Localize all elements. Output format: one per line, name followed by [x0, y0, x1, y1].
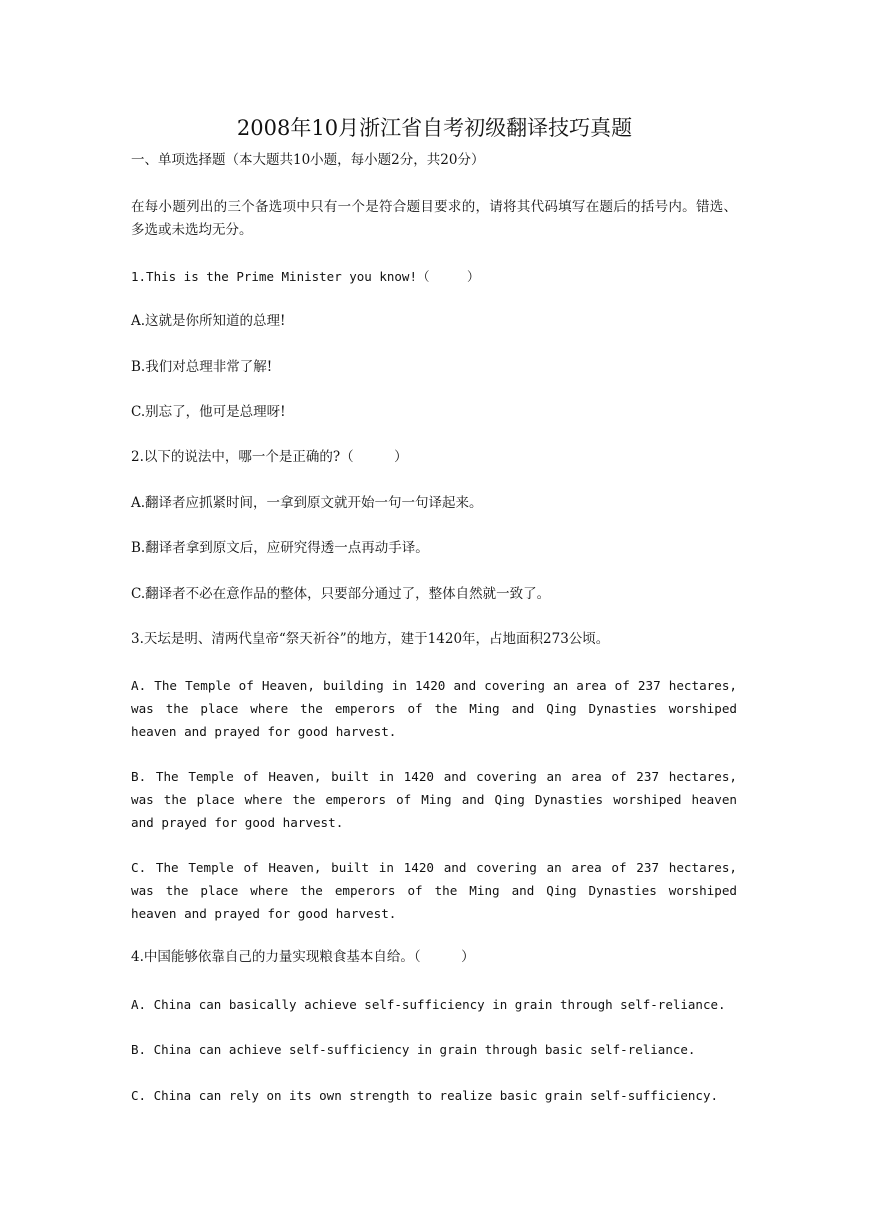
section-heading: 一、单项选择题（本大题共10小题，每小题2分，共20分）	[131, 152, 485, 168]
question-1-option-a: A.这就是你所知道的总理!	[131, 313, 286, 329]
question-3-stem: 3.天坛是明、清两代皇帝“祭天祈谷”的地方，建于1420年，占地面积273公顷。	[131, 631, 610, 647]
question-1-option-c: C.别忘了，他可是总理呀!	[131, 404, 286, 420]
question-1-option-b: B.我们对总理非常了解!	[131, 359, 273, 375]
question-3-option-a: A. The Temple of Heaven, building in 1420 and covering an area of 237 hectares, was the place where the emperors of the Ming and Qing Dynasties worshiped heaven and prayed for good harvest.	[131, 678, 737, 739]
instructions-paragraph: 在每小题列出的三个备选项中只有一个是符合题目要求的，请将其代码填写在题后的括号内。错选、多选或未选均无分。	[131, 199, 737, 238]
question-3-option-b: B. The Temple of Heaven, built in 1420 and covering an area of 237 hectares, was the place where the emperors of Ming and Qing Dynasties worshiped heaven and prayed for good harvest.	[131, 769, 737, 830]
page-title: 2008年10月浙江省自考初级翻译技巧真题	[236, 116, 633, 140]
question-4-stem: 4.中国能够依靠自己的力量实现粮食基本自给。（ ）	[131, 949, 475, 965]
question-3-option-c: C. The Temple of Heaven, built in 1420 and covering an area of 237 hectares, was the place where the emperors of the Ming and Qing Dynasties worshiped heaven and prayed for good harvest.	[131, 860, 737, 921]
question-1-stem: 1.This is the Prime Minister you know!（ ）	[131, 269, 480, 284]
question-4-option-b: B. China can achieve self-sufficiency in grain through basic self-reliance.	[131, 1042, 696, 1057]
question-2-option-c: C.翻译者不必在意作品的整体，只要部分通过了，整体自然就一致了。	[131, 586, 551, 602]
question-2-stem: 2.以下的说法中，哪一个是正确的?（ ）	[131, 449, 408, 465]
question-2-option-a: A.翻译者应抓紧时间，一拿到原文就开始一句一句译起来。	[131, 495, 483, 511]
question-2-option-b: B.翻译者拿到原文后，应研究得透一点再动手译。	[131, 540, 429, 556]
question-4-option-c: C. China can rely on its own strength to realize basic grain self-sufficiency.	[131, 1088, 718, 1103]
question-4-option-a: A. China can basically achieve self-sufficiency in grain through self-reliance.	[131, 997, 726, 1012]
